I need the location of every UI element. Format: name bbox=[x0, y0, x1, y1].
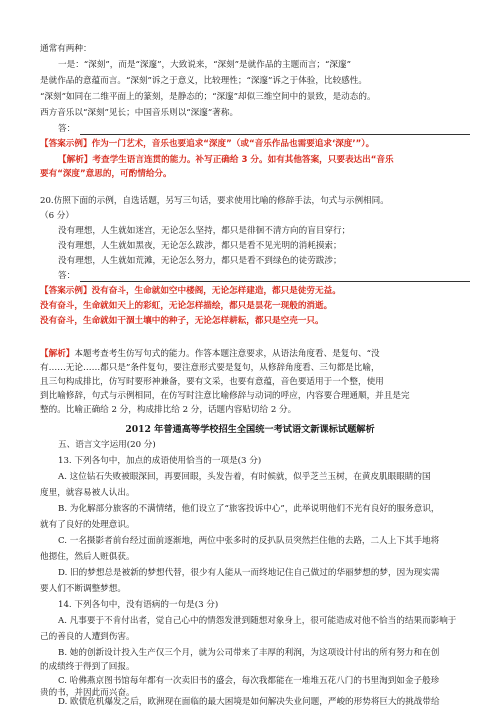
option-text: 要人们不断调整梦想。 bbox=[40, 584, 126, 594]
text-line: 是就作品的意蕴而言。“深刻”诉之于意义，比较理性；“深邃”诉之于体验，比较感性。 bbox=[40, 76, 367, 86]
option-a: A. 这位钻石失败被眼深回，再要回眼，头发告着，有时候就，似乎芝兰玉树，在黄皮肌眼眼睛的国 bbox=[58, 472, 431, 482]
example-line: 没有理想，人生就如迷宫，无论怎么坚持，都只是徘徊不清方向的盲目穿行； bbox=[58, 226, 351, 236]
text-line: “深刻”如同在二维平面上的篆刻，是静态的；“深邃”却似三维空间中的景致，是动态的。 bbox=[40, 92, 376, 102]
text-line: 一是：“深刻”，而是“深邃”，大致说来，“深刻”是就作品的主题而言；“深邃” bbox=[58, 60, 351, 70]
example-line: 没有理想，人生就如荒滩，无论怎么努力，都只是看不到绿色的徒劳跋涉； bbox=[58, 256, 342, 266]
text-line: 通常有两种： bbox=[40, 44, 92, 54]
option-d: D. 旧的梦想总是被新的梦想代替，很少有人能从一而终地记住自己做过的华丽梦想的梦，因为现实需 bbox=[58, 568, 440, 578]
analysis-line: 有……无论……都只是”条件复句，要注意形式要是复句，从修辞角度看、三句都是比喻， bbox=[40, 363, 380, 373]
analysis-text: 本题考查考生仿写句式的能力。作答本题注意要求，从语法角度看、是复句、“没 bbox=[74, 349, 380, 359]
option-b: B. 她的创新设计投入生产仅三个月，就为公司带来了丰厚的利润，为这项设计付出的所有努力和在创 bbox=[58, 648, 440, 658]
option-text: 的成绩终于得到了回报。 bbox=[40, 662, 135, 672]
question-score: （6 分） bbox=[40, 211, 74, 221]
analysis-line: 整的。比喻正确给 2 分，构成排比给 2 分，话题内容贴切给 2 分。 bbox=[40, 405, 297, 415]
question-13: 13. 下列各句中，加点的成语使用恰当的一项是(3 分) bbox=[58, 456, 262, 466]
option-c: C. 一名摄影者前台经过面前逐渐地，两位中张多时的反扒队员突然拦住他的去路，二人上下其手地将 bbox=[58, 536, 440, 546]
option-b: B. 为化解部分旅客的不满情绪，他们设立了“旅客投诉中心”，此举说明他们不光有良好的服务意识， bbox=[58, 504, 440, 514]
option-d: D. 欧债危机爆发之后，欧洲现在面临的最大困境是如何解决失业问题，严峻的形势将巨大的挑战带给 bbox=[58, 697, 440, 707]
answer-example: 没有奋斗，生命就如天上的彩虹，无论怎样描绘，都只是昙花一现般的消逝。 bbox=[40, 301, 333, 311]
question-20: 20.仿照下面的示例，自选话题，另写三句话，要求使用比喻的修辞手法，句式与示例相同。 bbox=[40, 196, 389, 206]
answer-example: 【答案示例】没有奋斗，生命就如空中楼阁，无论怎样建造，都只是徒劳无益。 bbox=[40, 286, 341, 296]
analysis-line: 【解析】考查学生语言连贯的能力。补写正确给 3 分。如有其他答案，只要表达出“音乐 bbox=[58, 155, 394, 165]
text-line: 西方音乐以“深刻”见长；中国音乐则以“深邃”著称。 bbox=[40, 108, 239, 118]
analysis-line: 且三句构成排比，仿写时要形神兼备，要有文采，也要有意蕴，音色要适用于一个整，使用 bbox=[40, 377, 384, 387]
answer-line bbox=[80, 134, 470, 135]
option-a: A. 凡事要于不肯付出者，觉自己心中的情怨发泄到随想对象身上，很可能造成对他不恰当的结果而影响于 bbox=[58, 616, 457, 626]
option-text: 贵的书，并因此而兴奋。 bbox=[40, 688, 135, 698]
answer-example: 没有奋斗，生命就如干涸土壤中的种子，无论怎样耕耘，都只是空壳一只。 bbox=[40, 316, 324, 326]
analysis-line bbox=[40, 349, 380, 360]
answer-prompt: 答： bbox=[58, 124, 76, 134]
section-heading: 五、语言文字运用(20 分) bbox=[58, 440, 156, 450]
section-title: 2012 年普通高等学校招生全国统一考试语文新课标试题解析 bbox=[125, 424, 375, 435]
question-14: 14. 下列各句中，没有语病的一句是(3 分) bbox=[58, 600, 219, 610]
example-line: 没有理想，人生就如黑夜，无论怎么跋涉，都只是看不见光明的消耗摸索； bbox=[58, 241, 342, 251]
answer-prompt: 答： bbox=[58, 271, 76, 281]
analysis-line: 要有“深度”意思的，可酌情给分。 bbox=[40, 169, 172, 179]
answer-line bbox=[80, 281, 470, 282]
option-text: 度里，就容易被人认出。 bbox=[40, 488, 135, 498]
option-text: 己的善良的人遭到伤害。 bbox=[40, 632, 135, 642]
option-c: C. 哈佛燕京图书馆每年都有一次卖旧书的盛会，每次我都能在一堆堆五花八门的书里淘到如金子般珍 bbox=[58, 676, 440, 686]
analysis-label: 【解析】 bbox=[40, 349, 75, 359]
option-text: 就有了良好的处理意识。 bbox=[40, 520, 135, 530]
answer-example: 【答案示例】作为一门艺术，音乐也要追求“深度”（或“音乐作品也需要追求‘深度’”）。 bbox=[40, 139, 375, 149]
analysis-line: 到比喻修辞，句式与示例相同，在仿写时注意比喻修辞与动词的呼应，内容要合理通顺，并且是完 bbox=[40, 391, 410, 401]
option-text: 他摁住，然后人赃俱获。 bbox=[40, 552, 135, 562]
